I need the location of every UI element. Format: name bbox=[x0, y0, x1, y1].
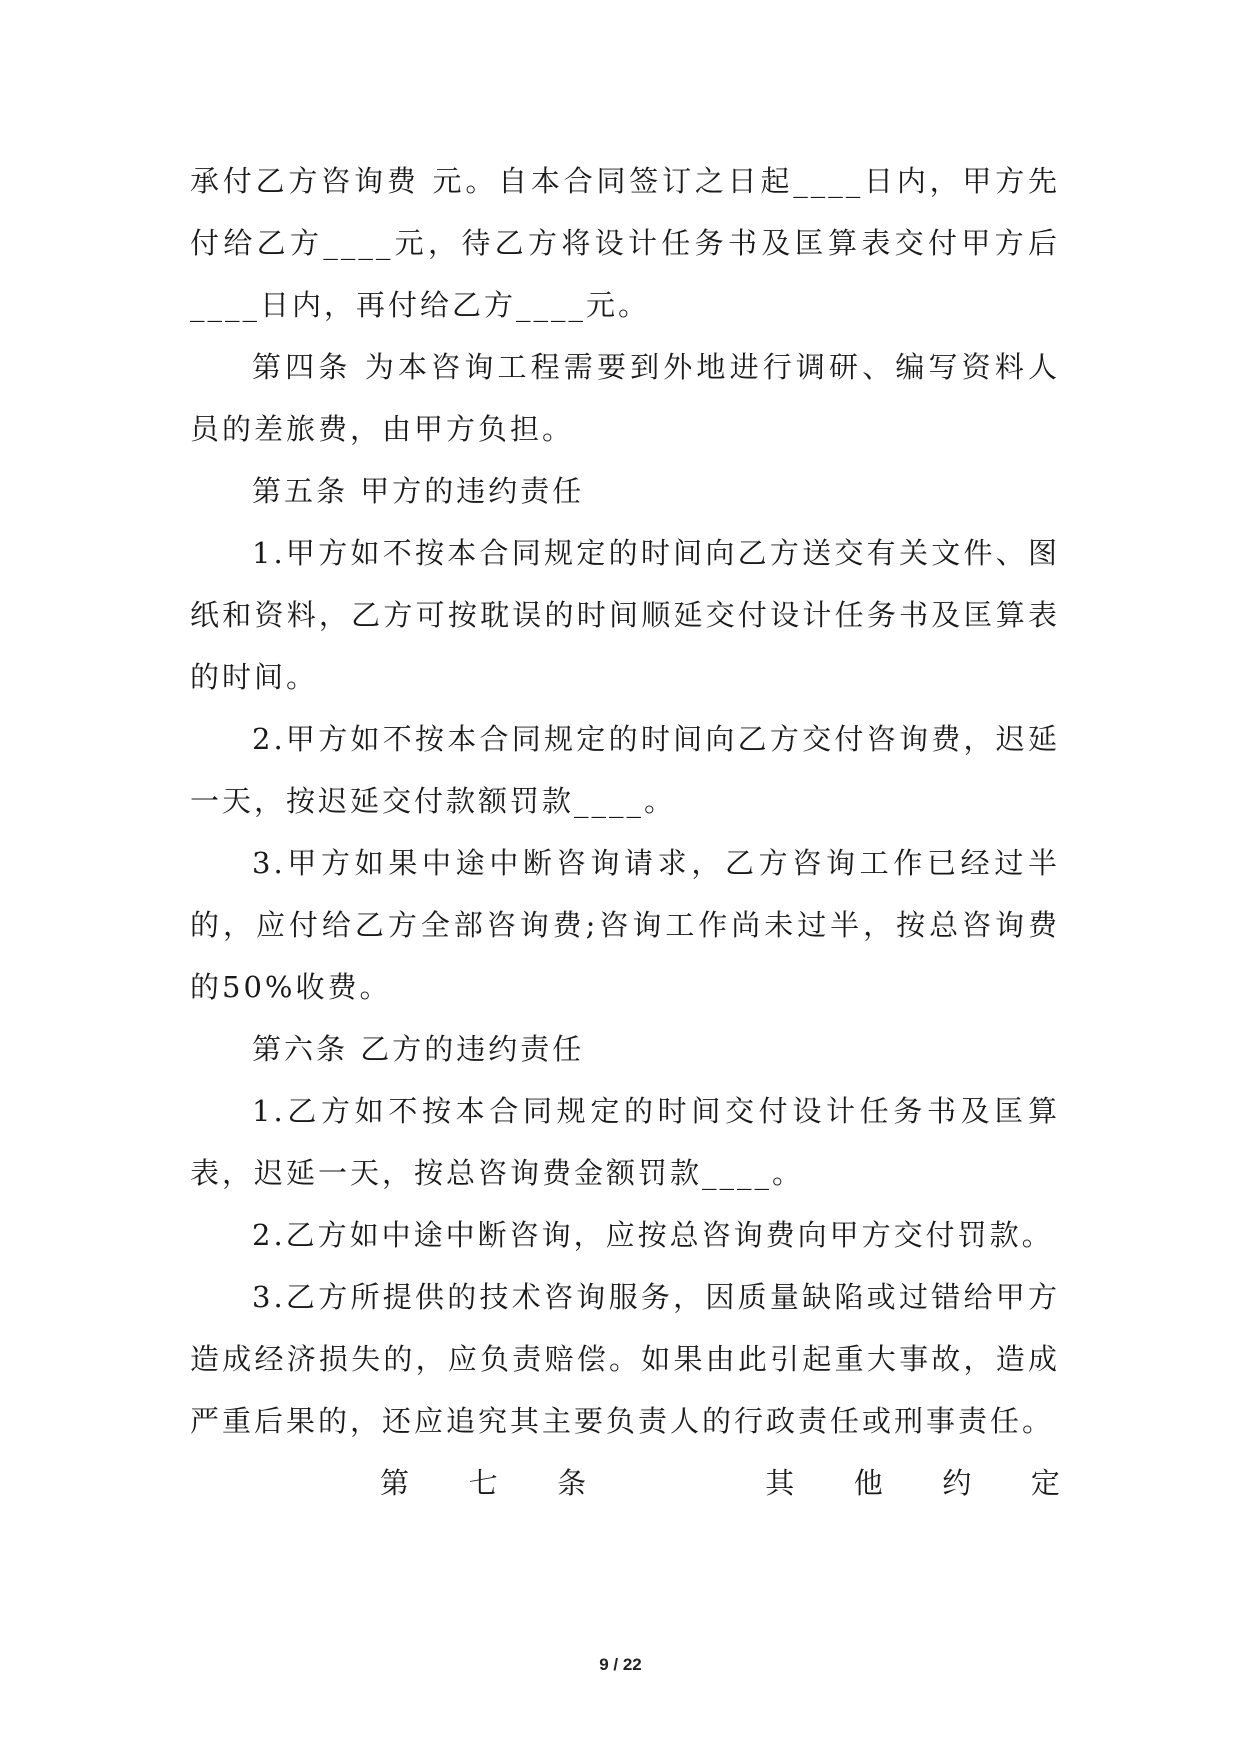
heading-7-gap bbox=[646, 1452, 706, 1514]
heading-7-char: 其 bbox=[765, 1466, 795, 1500]
heading-article-5: 第五条 甲方的违约责任 bbox=[252, 474, 585, 508]
paragraph-article-5-item-2: 2.甲方如不按本合同规定的时间向乙方交付咨询费，迟延一天，按迟延交付款额罚款____。 bbox=[190, 722, 1060, 818]
paragraph-article-6-item-3: 3.乙方所提供的技术咨询服务，因质量缺陷或过错给甲方造成经济损失的，应负责赔偿。如果由此引起重大事故，造成严重后果的，还应追究其主要负责人的行政责任或刑事责任。 bbox=[190, 1280, 1060, 1438]
paragraph-payment-terms: 承付乙方咨询费 元。自本合同签订之日起____日内，甲方先付给乙方____元，待乙方将设计任务书及匡算表交付甲方后____日内，再付给乙方____元。 bbox=[190, 164, 1060, 322]
heading-7-char: 他 bbox=[853, 1466, 883, 1500]
heading-article-6: 第六条 乙方的违约责任 bbox=[252, 1032, 585, 1066]
heading-7-char: 第 bbox=[380, 1466, 410, 1500]
paragraph-article-6-item-2: 2.乙方如中途中断咨询，应按总咨询费向甲方交付罚款。 bbox=[252, 1218, 1054, 1252]
heading-7-char: 约 bbox=[942, 1466, 972, 1500]
paragraph-article-6-item-1: 1.乙方如不按本合同规定的时间交付设计任务书及匡算表，迟延一天，按总咨询费金额罚款____。 bbox=[190, 1094, 1060, 1190]
paragraph-article-4: 第四条 为本咨询工程需要到外地进行调研、编写资料人员的差旅费，由甲方负担。 bbox=[190, 350, 1060, 446]
heading-7-char: 七 bbox=[468, 1466, 498, 1500]
heading-7-char: 定 bbox=[1030, 1466, 1060, 1500]
page-number: 9 / 22 bbox=[599, 1655, 642, 1674]
paragraph-article-5-item-1: 1.甲方如不按本合同规定的时间向乙方送交有关文件、图纸和资料，乙方可按耽误的时间顺延交付设计任务书及匡算表的时间。 bbox=[190, 536, 1060, 694]
document-body bbox=[190, 150, 1060, 1514]
heading-7-char: 条 bbox=[557, 1466, 587, 1500]
heading-article-7 bbox=[190, 1452, 1060, 1514]
paragraph-article-5-item-3: 3.甲方如果中途中断咨询请求，乙方咨询工作已经过半的，应付给乙方全部咨询费;咨询工作尚未过半，按总咨询费的50%收费。 bbox=[190, 846, 1060, 1004]
